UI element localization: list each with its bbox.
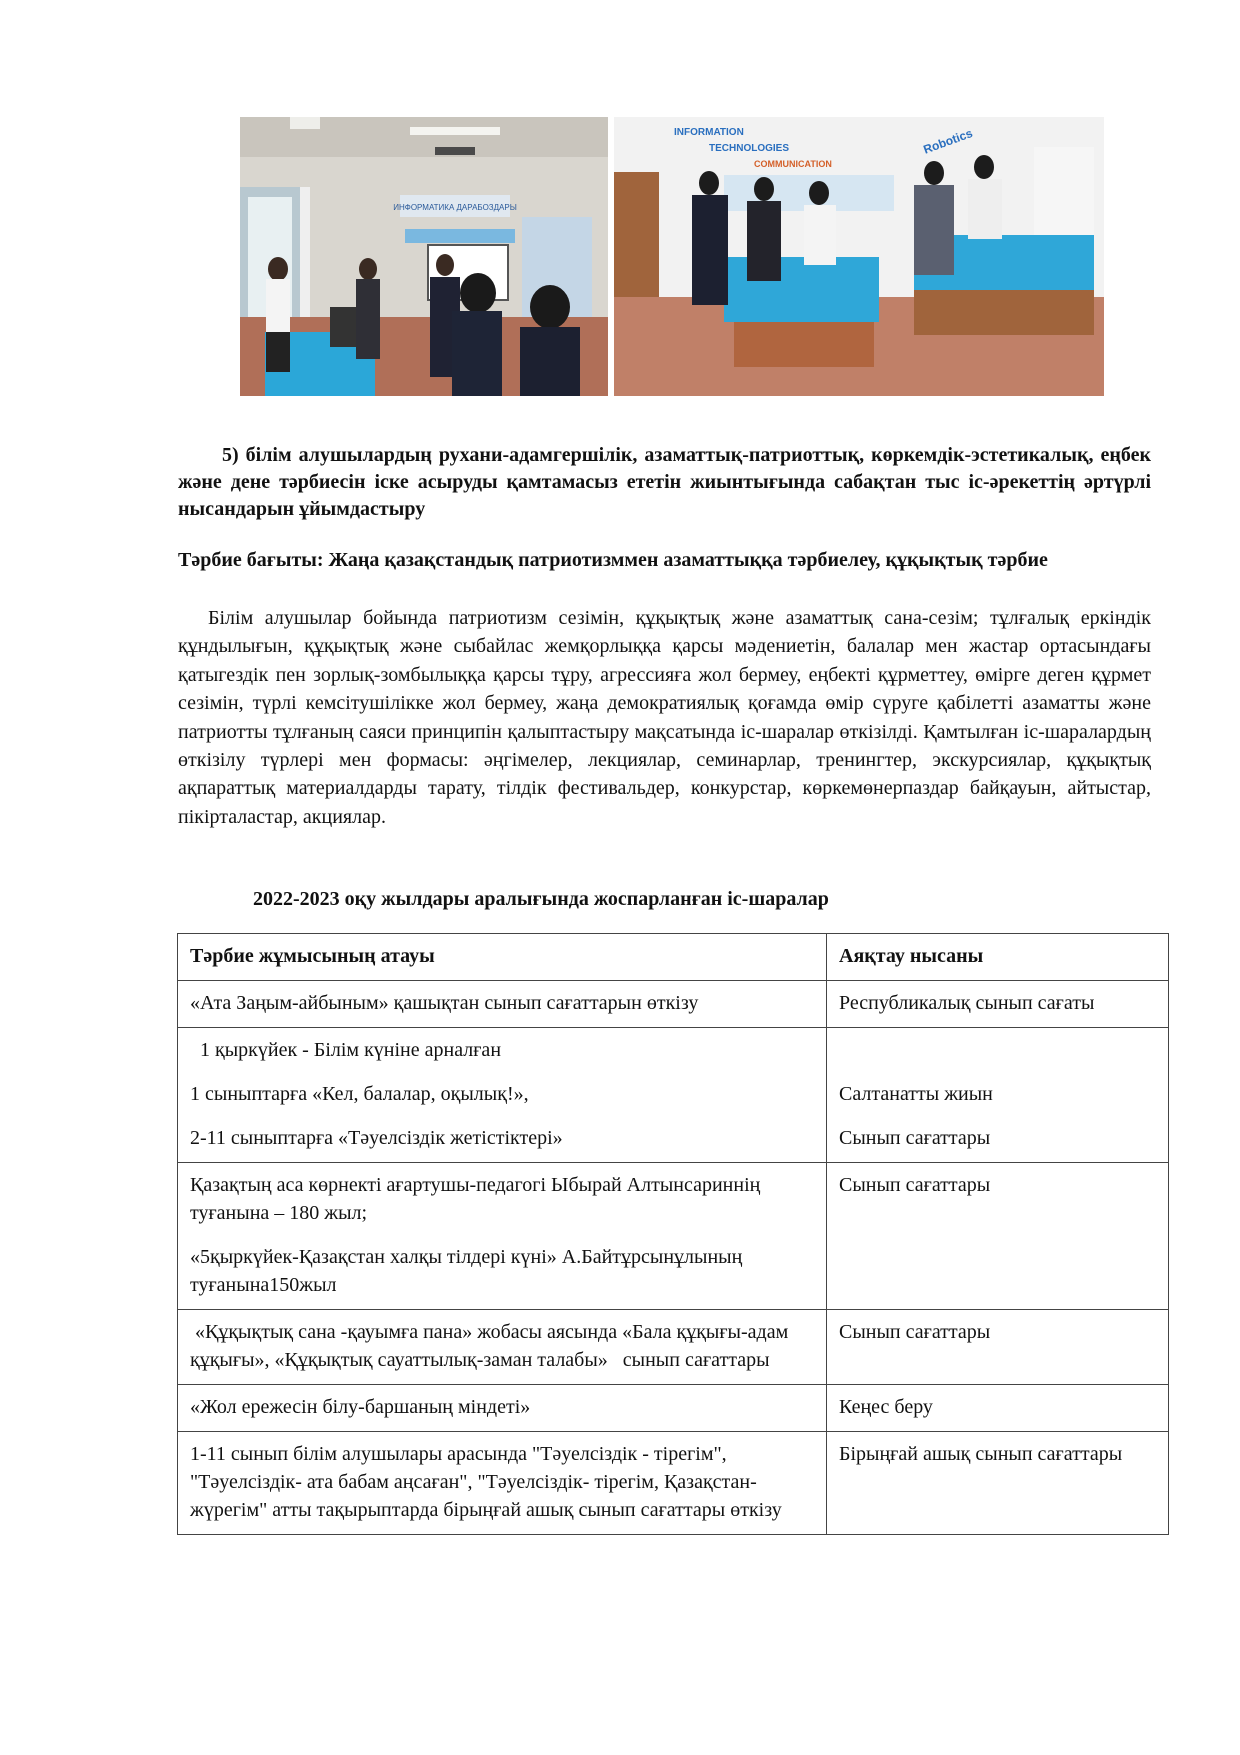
table-title: 2022-2023 оқу жылдары аралығында жоспарланған іс-шаралар xyxy=(253,888,829,910)
cell-work-name xyxy=(178,1310,827,1385)
header-work-name: Тәрбие жұмысының атауы xyxy=(178,934,827,981)
cell-line: Сынып сағаттары xyxy=(839,1127,991,1149)
cell-line: Сынып сағаттары xyxy=(839,1321,991,1343)
banner-technologies: TECHNOLOGIES xyxy=(709,143,790,154)
classroom-banner-text: ИНФОРМАТИКА ДАРАБОЗДАРЫ xyxy=(393,203,517,212)
cell-line: «5қыркүйек-Қазақстан халқы тілдері күні» А.Байтұрсынұлының туғанына150жыл xyxy=(190,1246,743,1296)
section-heading-5: 5) білім алушылардың рухани-адамгершілік, азаматтық-патриоттық, көркемдік-эстетикалық, еңбек және дене тәрбиесін іске асыруды қамтамасыз ететін жиынтығында сабақтан тыс іс-әрекеттің әртүрлі нысандарын ұйымдастыру xyxy=(178,444,1151,520)
cell-line: 2-11 сыныптарға «Тәуелсіздік жетістіктері» xyxy=(190,1127,563,1149)
cell-work-name xyxy=(178,1432,827,1535)
cell-line: Республикалық сынып сағаты xyxy=(839,992,1095,1014)
cell-work-name xyxy=(178,1028,827,1163)
banner-communication: COMMUNICATION xyxy=(754,159,832,169)
cell-line: Салтанатты жиын xyxy=(839,1083,993,1105)
cell-line: Қазақтың аса көрнекті ағартушы-педагогі Ыбырай Алтынсариннің туғанына – 180 жыл; xyxy=(190,1174,761,1224)
cell-line: 1 қыркүйек - Білім күніне арналған xyxy=(190,1039,502,1061)
table-header-row xyxy=(178,934,1169,981)
classroom-photo-image xyxy=(240,117,608,396)
students-photo-image xyxy=(614,117,1104,396)
cell-completion-form xyxy=(827,1028,1169,1163)
upbringing-direction: Тәрбие бағыты: Жаңа қазақстандық патриотизммен азаматтыққа тәрбиелеу, құқықтық тәрбие xyxy=(178,549,1048,571)
body-paragraph: Білім алушылар бойында патриотизм сезімін, құқықтық және азаматтық сана-сезім; тұлғалық еркіндік құндылығын, құқықтық және сыбайлас жемқорлыққа қарсы мәдениетін, балалар мен жастар ортасындағы қатыгездік пен зорлық-зомбылыққа қарсы тұру, агрессияға жол бермеу, еңбекті құрметтеу, өмірге деген құрмет сезімін, түрлі кемсітушілікке жол бермеу, жаңа демократиялық қоғамда өмір сүруге қабілетті азаматты және патриотты тұлғаның саяси принципін қалыптастыру мақсатында іс-шаралар өткізілді. Қамтылған іс-шаралардың өткізілу түрлері мен формасы: әңгімелер, лекциялар, семинарлар, тренингтер, экскурсиялар, құқықтық ақпараттық материалдарды тарату, тілдік фестивальдер, конкурстар, көркемөнерпаздар байқауын, айтыстар, пікірталастар, акциялар. xyxy=(178,607,1151,828)
table-row xyxy=(178,1163,1169,1310)
cell-line: 1 сыныптарға «Кел, балалар, оқылық!», xyxy=(190,1083,529,1105)
cell-line: Кеңес беру xyxy=(839,1396,933,1418)
table-row xyxy=(178,1028,1169,1163)
table-row xyxy=(178,1385,1169,1432)
events-table xyxy=(177,933,1169,1535)
banner-information: INFORMATION xyxy=(674,127,744,138)
cell-work-name xyxy=(178,1163,827,1310)
cell-line: Сынып сағаттары xyxy=(839,1174,991,1196)
cell-line: «Ата Заңым-айбыным» қашықтан сынып сағаттарын өткізу xyxy=(190,992,699,1014)
cell-line: «Жол ережесін білу-баршаның міндеті» xyxy=(190,1396,531,1418)
cell-completion-form xyxy=(827,1432,1169,1535)
cell-line xyxy=(839,1036,1158,1064)
cell-completion-form xyxy=(827,1163,1169,1310)
cell-completion-form xyxy=(827,1310,1169,1385)
banner-robotics: Robotics xyxy=(921,125,975,157)
cell-work-name xyxy=(178,1385,827,1432)
photo-classroom-left xyxy=(240,117,608,396)
table-row xyxy=(178,1310,1169,1385)
photo-classroom-right xyxy=(614,117,1104,396)
cell-line: «Құқықтық сана -қауымға пана» жобасы аясында «Бала құқығы-адам құқығы», «Құқықтық сауаттылық-заман талабы» сынып сағаттары xyxy=(190,1321,794,1371)
cell-completion-form xyxy=(827,1385,1169,1432)
table-row xyxy=(178,1432,1169,1535)
cell-line: 1-11 сынып білім алушылары арасында "Тәуелсіздік - тірегім", "Тәуелсіздік- ата бабам аңсаған", "Тәуелсіздік- тірегім, Қазақстан- жүрегім" атты тақырыптарда бірыңғай ашық сынып сағаттары өткізу xyxy=(190,1443,782,1521)
cell-work-name xyxy=(178,981,827,1028)
cell-line: Бірыңғай ашық сынып сағаттары xyxy=(839,1443,1123,1465)
header-completion-form: Аяқтау нысаны xyxy=(827,934,1169,981)
cell-completion-form xyxy=(827,981,1169,1028)
table-row xyxy=(178,981,1169,1028)
